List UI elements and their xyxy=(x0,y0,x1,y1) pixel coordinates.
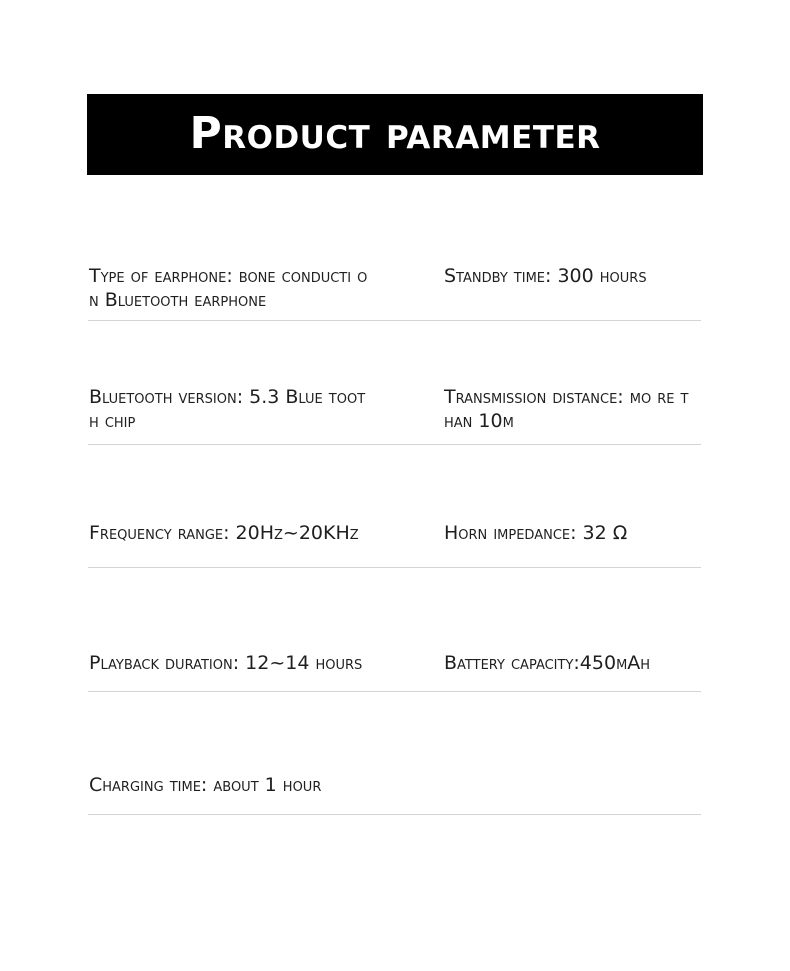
row-divider xyxy=(88,320,701,321)
title-banner xyxy=(87,94,703,175)
param-horn-impedance: Horn impedance: 32 Ω xyxy=(444,522,628,544)
param-battery-capacity: Battery capacity:450mAh xyxy=(444,652,651,674)
row-divider xyxy=(88,814,701,815)
row-divider xyxy=(88,691,701,692)
param-bluetooth-version: Bluetooth version: 5.3 Blue tooth chip xyxy=(89,386,366,432)
param-charging-time: Charging time: about 1 hour xyxy=(89,774,322,796)
param-frequency-range: Frequency range: 20Hz~20KHz xyxy=(89,522,359,544)
param-standby-time: Standby time: 300 hours xyxy=(444,265,647,287)
param-transmission-distance: Transmission distance: mo re than 10m xyxy=(444,386,689,432)
row-divider xyxy=(88,567,701,568)
param-playback-duration: Playback duration: 12~14 hours xyxy=(89,652,363,674)
row-divider xyxy=(88,444,701,445)
page-title: Product parameter xyxy=(189,107,601,159)
param-type-of-earphone: Type of earphone: bone conducti on Bluetooth earphone xyxy=(89,265,368,311)
